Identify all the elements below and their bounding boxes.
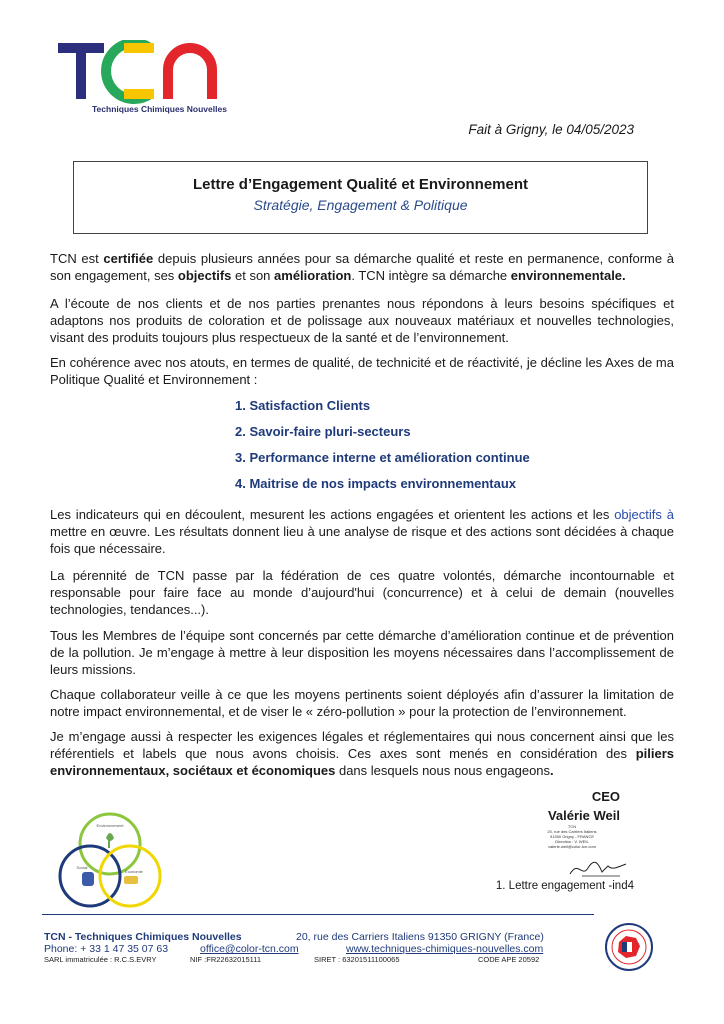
footer-phone: Phone: + 33 1 47 35 07 63 <box>44 943 169 955</box>
paragraph-legal: Je m’engage aussi à respecter les exigences légales et réglementaires qui nous concernent ainsi que les référentiels et labels que nous avons choisis. Ces axes sont menés en considération des piliers environnementaux, sociétaux et économiques dans lesquels nous nous engageons. <box>50 729 674 778</box>
signatory-role: CEO <box>591 789 620 804</box>
paragraph-coherence: En cohérence avec nos atouts, en termes de qualité, de technicité et de réactivité, je décline les Axes de ma Politique Qualité et Environnement : <box>50 355 674 387</box>
footer-divider <box>42 914 594 915</box>
footer-siret: SIRET : 63201511100065 <box>314 955 400 964</box>
handwritten-signature <box>568 856 628 880</box>
pillar-label: Économie <box>125 869 143 874</box>
letter-subtitle: Stratégie, Engagement & Politique <box>253 197 468 213</box>
company-stamp: TCN 20, rue des Carriers Italiens 91350 Grigny - FRANCE Direction : V. WEIL valerie.weil@color-tcn.com <box>547 824 597 849</box>
axis-item: 1. Satisfaction Clients <box>235 398 371 413</box>
logo-subtitle: Techniques Chimiques Nouvelles <box>92 104 227 114</box>
origine-france-seal-icon <box>604 922 654 972</box>
paragraph-sustainability: La pérennité de TCN passe par la fédération de ces quatre volontés, démarche incontournable et responsable pour faire face au monde d’aujourd'hui (concurrence) et à celui de demain (nouvelles technologies, tendances...). <box>50 568 674 617</box>
pillar-label: Social <box>76 865 88 870</box>
axis-item: 3. Performance interne et amélioration continue <box>235 450 530 465</box>
dateline: Fait à Grigny, le 04/05/2023 <box>468 122 634 137</box>
paragraph-collaborators: Chaque collaborateur veille à ce que les moyens pertinents soient déployés afin d’assurer la limitation de notre impact environnemental, et de viser le « zéro-pollution » pour la protection de l’environnement. <box>50 687 674 719</box>
footer-website-link[interactable]: www.techniques-chimiques-nouvelles.com <box>346 943 544 955</box>
paragraph-indicators: Les indicateurs qui en découlent, mesurent les actions engagées et orientent les actions et les objectifs à mettre en œuvre. Les résultats donnent lieu à une analyse de risque et des actions sont décidées à chaque fois que nécessaire. <box>50 507 674 556</box>
three-pillars-venn-icon <box>50 808 170 913</box>
footer-company: TCN - Techniques Chimiques Nouvelles <box>44 931 242 943</box>
paragraph-team: Tous les Membres de l’équipe sont concernés par cette démarche d’amélioration continue et de prévention de la pollution. Je m’engage à mettre à leur disposition les moyens nécessaires dans l’accomplissement de leurs missions. <box>50 628 674 677</box>
footer-rcs: SARL immatriculée : R.C.S.EVRY <box>44 955 157 964</box>
signatory-name: Valérie Weil <box>547 808 620 823</box>
axis-item: 2. Savoir-faire pluri-secteurs <box>235 424 411 439</box>
footer-nif: NIF :FR22632015111 <box>190 955 262 964</box>
title-box <box>73 161 648 234</box>
policy-axes-list <box>235 398 530 502</box>
footer-address: 20, rue des Carriers Italiens 91350 GRIGNY (France) <box>296 931 544 943</box>
document-reference: 1. Lettre engagement -ind4 <box>495 880 634 892</box>
footer-email-link[interactable]: office@color-tcn.com <box>200 943 299 955</box>
axis-item: 4. Maitrise de nos impacts environnementaux <box>235 476 517 491</box>
paragraph-listening: A l’écoute de nos clients et de nos parties prenantes nous répondons à leurs besoins spécifiques et adaptons nos produits de coloration et de polissage aux nouveaux matériaux et nouvelles technologies, visant des produits toujours plus respectueux de la santé et de l’environnement. <box>50 296 674 345</box>
objectives-link[interactable]: objectifs à <box>614 507 674 522</box>
pillar-label: Environnement <box>96 823 124 828</box>
paragraph-certification: TCN est certifiée depuis plusieurs années pour sa démarche qualité et reste en permanence, conforme à son engagement, ses objectifs et son amélioration. TCN intègre sa démarche environnementale. <box>50 251 674 283</box>
footer-ape: CODE APE 20592 <box>478 955 540 964</box>
letter-title: Lettre d’Engagement Qualité et Environnement <box>192 176 529 193</box>
